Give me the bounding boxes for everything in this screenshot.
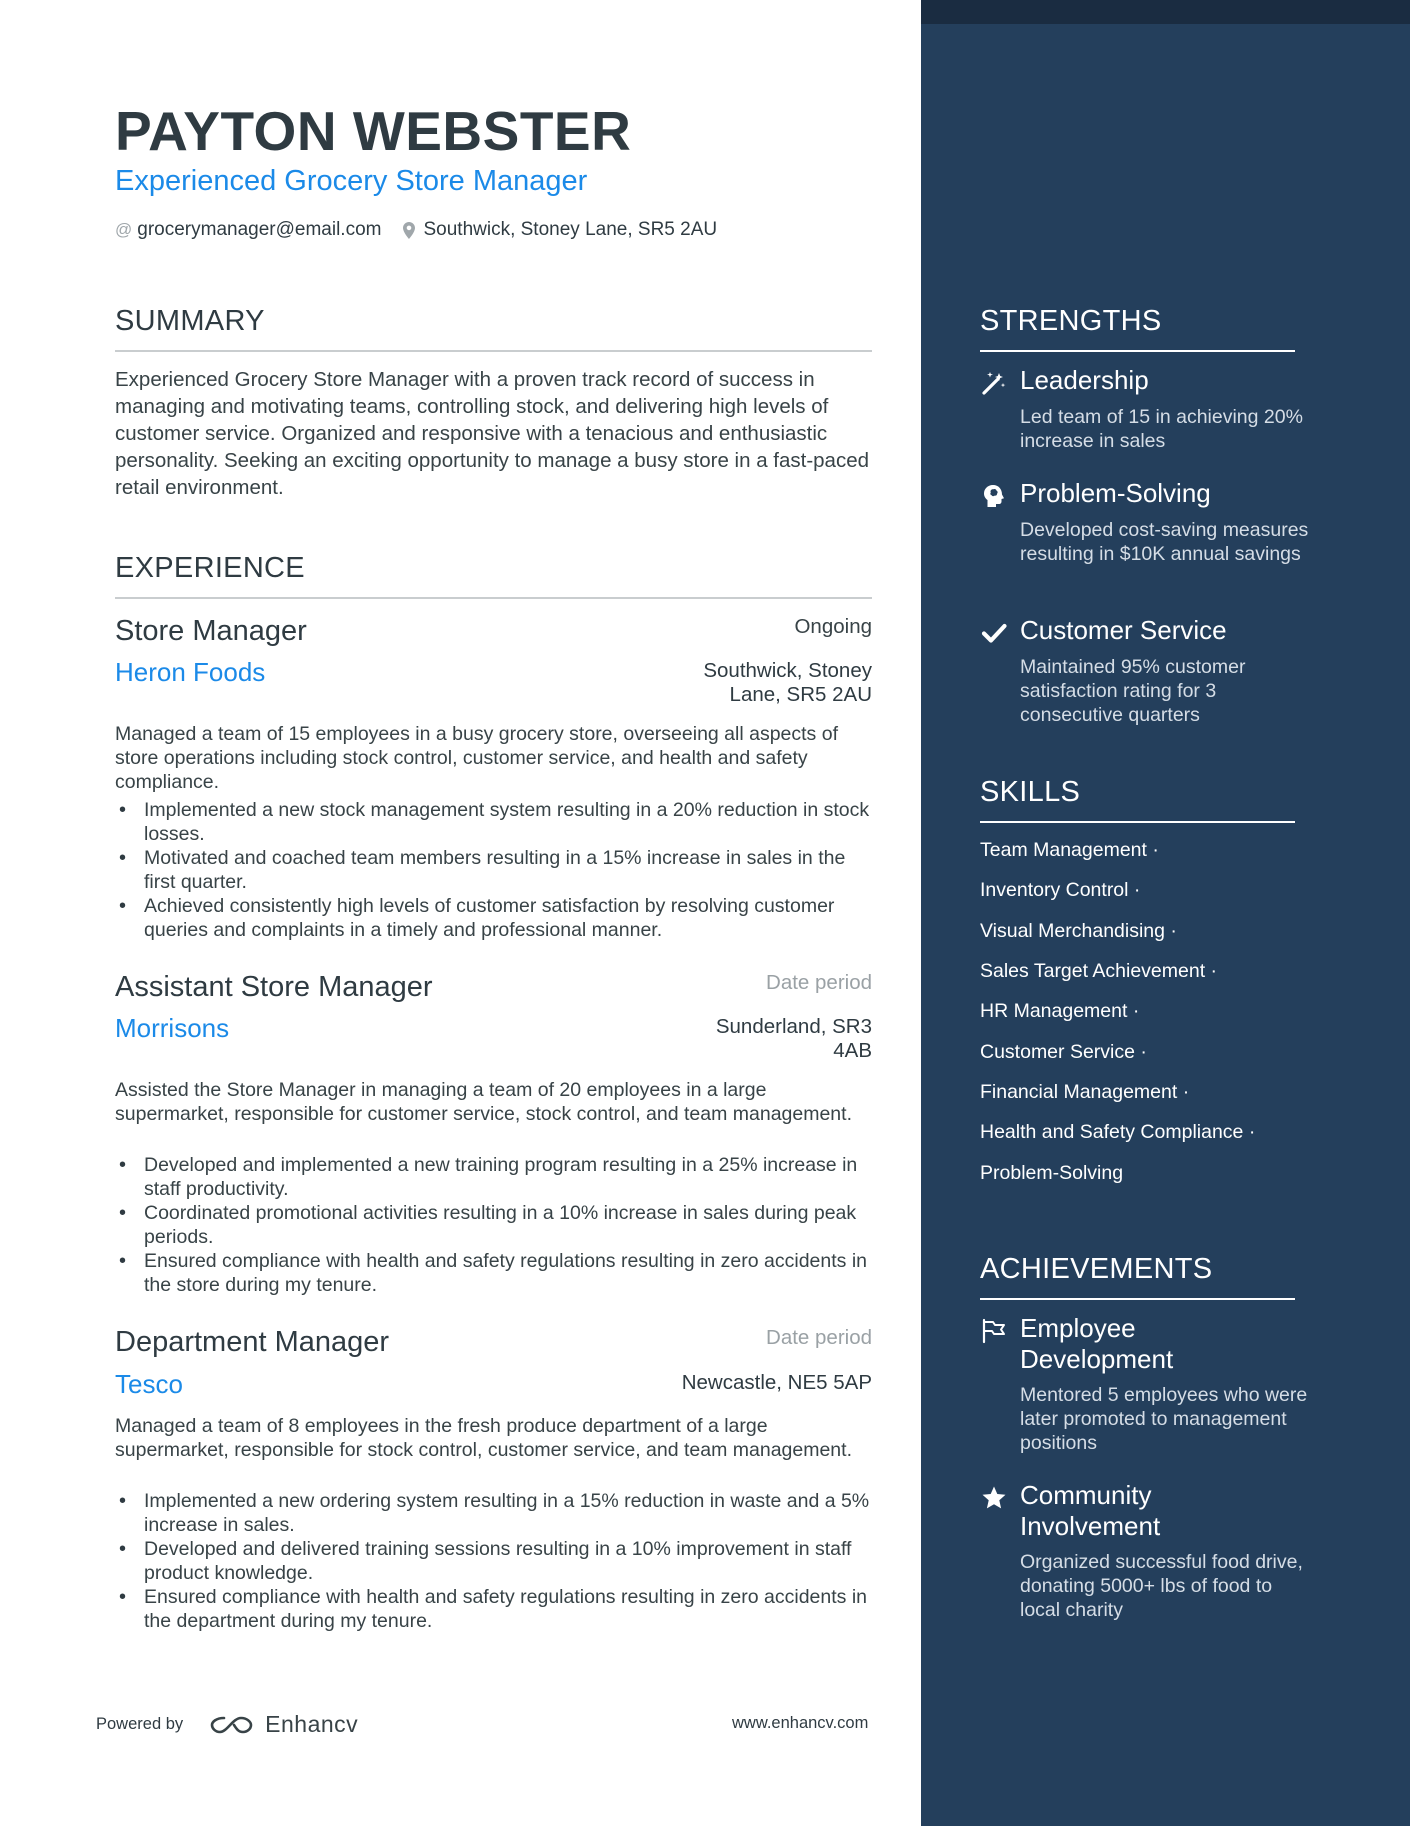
achievement-description: Organized successful food drive, donating 5000+ lbs of food to local charity	[1020, 1551, 1303, 1621]
powered-by-text: Powered by	[96, 1715, 184, 1733]
job-description: Managed a team of 15 employees in a busy grocery store, overseeing all aspects of store operations including stock control, customer service, and health and safety compliance.	[115, 723, 838, 793]
sidebar	[921, 0, 1410, 1826]
enhancv-logo-icon	[209, 1713, 255, 1737]
job-title: Store Manager	[115, 615, 307, 647]
enhancv-logo[interactable]	[209, 1711, 358, 1738]
sidebar-top-band	[921, 0, 1410, 24]
strength-title: Customer Service	[1020, 615, 1227, 645]
list-item: • Motivated and coached team members resulting in a 15% increase in sales in the first quarter.	[115, 846, 872, 894]
location-pin-icon	[403, 222, 415, 239]
contact-info	[115, 217, 717, 243]
job-location-line: Southwick, Stoney	[703, 659, 872, 682]
job-description: Managed a team of 8 employees in the fresh produce department of a large supermarket, responsible for stock control, customer service, and team management.	[115, 1415, 852, 1461]
achievement-title-line: Involvement	[1020, 1511, 1161, 1541]
skill-item: Health and Safety Compliance ·	[980, 1121, 1256, 1143]
job-title: Department Manager	[115, 1326, 390, 1358]
footer-website[interactable]: www.enhancv.com	[732, 1714, 869, 1732]
job-date: Date period	[766, 1326, 872, 1349]
summary-text: Experienced Grocery Store Manager with a proven track record of success in managing and motivating teams, controlling stock, and delivering high levels of customer service. Organized and responsive with a tenacious and enthusiastic personality. Seeking an exciting opportunity to manage a busy store in a fast-paced retail environment.	[115, 368, 870, 499]
job-bullets	[115, 1489, 872, 1633]
head-brain-icon	[980, 482, 1008, 510]
footer-powered-by	[96, 1711, 358, 1738]
magic-wand-icon	[980, 369, 1008, 397]
achievement-title	[1020, 1313, 1310, 1375]
list-item: • Developed and implemented a new training program resulting in a 25% increase in staff productivity.	[115, 1153, 872, 1201]
skill-item: Problem-Solving	[980, 1162, 1124, 1184]
company-name: Morrisons	[115, 1013, 230, 1043]
job-location-line: Sunderland, SR3	[715, 1015, 872, 1038]
check-icon	[980, 619, 1008, 647]
strengths-heading: STRENGTHS	[980, 303, 1295, 352]
company-name: Heron Foods	[115, 657, 266, 687]
achievement-title-line: Community	[1020, 1480, 1152, 1510]
job-date: Ongoing	[794, 615, 872, 638]
brand-name: Enhancv	[265, 1711, 359, 1737]
skill-item: Visual Merchandising ·	[980, 920, 1177, 942]
job-location-line: Lane, SR5 2AU	[729, 683, 872, 706]
company-name: Tesco	[115, 1369, 183, 1399]
list-item: • Developed and delivered training sessions resulting in a 10% improvement in staff product knowledge.	[115, 1537, 872, 1585]
skill-item: Financial Management ·	[980, 1081, 1190, 1103]
job-bullets	[115, 1153, 872, 1297]
list-item: • Ensured compliance with health and safety regulations resulting in zero accidents in the store during my tenure.	[115, 1249, 872, 1297]
strength-title: Problem-Solving	[1020, 478, 1211, 508]
job-bullets	[115, 798, 872, 942]
at-icon: @	[115, 220, 133, 239]
strength-description: Led team of 15 in achieving 20% increase in sales	[1020, 406, 1303, 452]
strength-title: Leadership	[1020, 365, 1149, 395]
skill-item: Inventory Control ·	[980, 879, 1141, 901]
list-item: • Implemented a new ordering system resulting in a 15% reduction in waste and a 5% increase in sales.	[115, 1489, 872, 1537]
email-link[interactable]: grocerymanager@email.com	[137, 219, 382, 240]
achievement-description: Mentored 5 employees who were later promoted to management positions	[1020, 1384, 1308, 1454]
location-text: Southwick, Stoney Lane, SR5 2AU	[423, 219, 718, 240]
job-location	[716, 1015, 872, 1063]
achievements-heading: ACHIEVEMENTS	[980, 1251, 1295, 1300]
achievement-title-line: Development	[1020, 1344, 1174, 1374]
strength-description: Developed cost-saving measures resulting in $10K annual savings	[1020, 519, 1309, 565]
achievement-title	[1020, 1480, 1310, 1542]
job-description: Assisted the Store Manager in managing a team of 20 employees in a large supermarket, responsible for customer service, stock control, and team management.	[115, 1079, 852, 1125]
job-date: Date period	[766, 971, 872, 994]
experience-heading: EXPERIENCE	[115, 550, 872, 599]
skill-item: HR Management ·	[980, 1000, 1140, 1022]
list-item: • Achieved consistently high levels of customer satisfaction by resolving customer queries and complaints in a timely and professional manner.	[115, 894, 872, 942]
strength-description: Maintained 95% customer satisfaction rating for 3 consecutive quarters	[1020, 656, 1246, 726]
list-item: • Implemented a new stock management system resulting in a 20% reduction in stock losses.	[115, 798, 872, 846]
list-item: • Coordinated promotional activities resulting in a 10% increase in sales during peak periods.	[115, 1201, 872, 1249]
candidate-title: Experienced Grocery Store Manager	[115, 165, 588, 197]
summary-heading: SUMMARY	[115, 303, 872, 352]
achievement-title-line: Employee	[1020, 1313, 1136, 1343]
star-icon	[980, 1484, 1008, 1512]
skill-item: Team Management ·	[980, 839, 1159, 861]
list-item: • Ensured compliance with health and safety regulations resulting in zero accidents in the department during my tenure.	[115, 1585, 872, 1633]
job-location-line: 4AB	[833, 1039, 872, 1062]
flag-icon	[980, 1317, 1008, 1345]
candidate-name: PAYTON WEBSTER	[115, 100, 632, 162]
job-title: Assistant Store Manager	[115, 971, 433, 1003]
job-location	[703, 659, 872, 707]
job-location: Newcastle, NE5 5AP	[681, 1371, 872, 1394]
skills-heading: SKILLS	[980, 774, 1295, 823]
skill-item: Sales Target Achievement ·	[980, 960, 1218, 982]
skill-item: Customer Service ·	[980, 1041, 1147, 1063]
